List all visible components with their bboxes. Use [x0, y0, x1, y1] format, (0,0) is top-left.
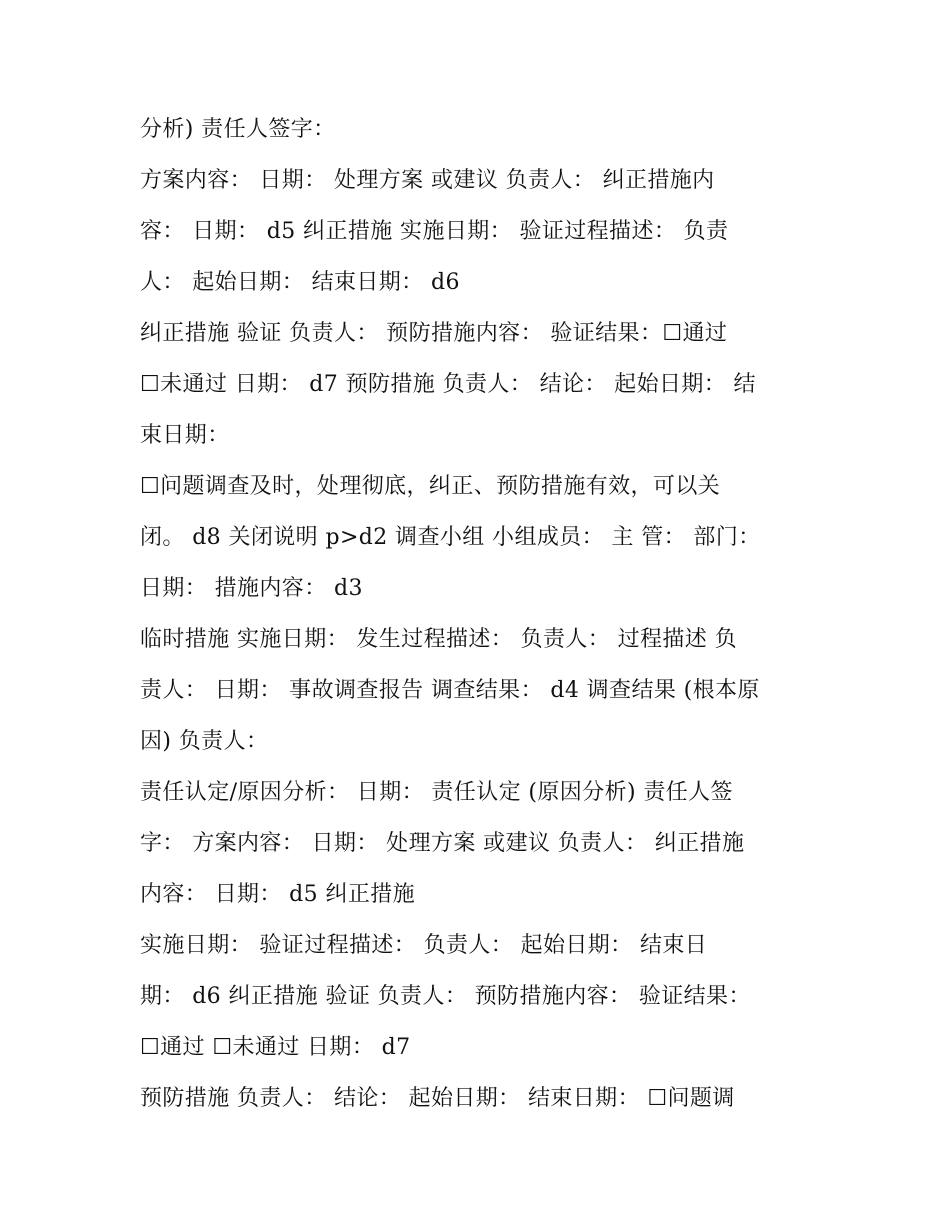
text-line: ☐通过 ☐未通过 日期： d7 — [140, 1035, 411, 1060]
text-line: 人： 起始日期： 结束日期： d6 — [140, 270, 460, 295]
text-line: 临时措施 实施日期： 发生过程描述： 负责人： 过程描述 负 — [140, 627, 737, 652]
document-body — [140, 104, 830, 1124]
text-line: 预防措施 负责人： 结论： 起始日期： 结束日期： ☐问题调 — [140, 1086, 735, 1111]
text-line: 日期： 措施内容： d3 — [140, 576, 363, 601]
text-line: 实施日期： 验证过程描述： 负责人： 起始日期： 结束日 — [140, 933, 708, 958]
text-line: 字： 方案内容： 日期： 处理方案 或建议 负责人： 纠正措施 — [140, 831, 745, 856]
text-line: 闭。 d8 关闭说明 p>d2 调查小组 小组成员： 主 管： 部门： — [140, 525, 761, 550]
text-line: ☐未通过 日期： d7 预防措施 负责人： 结论： 起始日期： 结 — [140, 372, 756, 397]
text-line: 责任认定/原因分析： 日期： 责任认定 (原因分析) 责任人签 — [140, 780, 733, 805]
text-line: 期： d6 纠正措施 验证 负责人： 预防措施内容： 验证结果： — [140, 984, 751, 1009]
text-line: 束日期： — [140, 423, 230, 448]
text-line: 责人： 日期： 事故调查报告 调查结果： d4 调查结果 (根本原 — [140, 678, 760, 703]
text-line: 内容： 日期： d5 纠正措施 — [140, 882, 416, 907]
text-line: 分析) 责任人签字： — [140, 117, 336, 142]
text-line: 纠正措施 验证 负责人： 预防措施内容： 验证结果：☐通过 — [140, 321, 728, 346]
text-line: ☐问题调查及时，处理彻底，纠正、预防措施有效，可以关 — [140, 474, 721, 499]
text-line: 方案内容： 日期： 处理方案 或建议 负责人： 纠正措施内 — [140, 168, 715, 193]
text-line: 容： 日期： d5 纠正措施 实施日期： 验证过程描述： 负责 — [140, 219, 729, 244]
text-line: 因) 负责人： — [140, 729, 269, 754]
